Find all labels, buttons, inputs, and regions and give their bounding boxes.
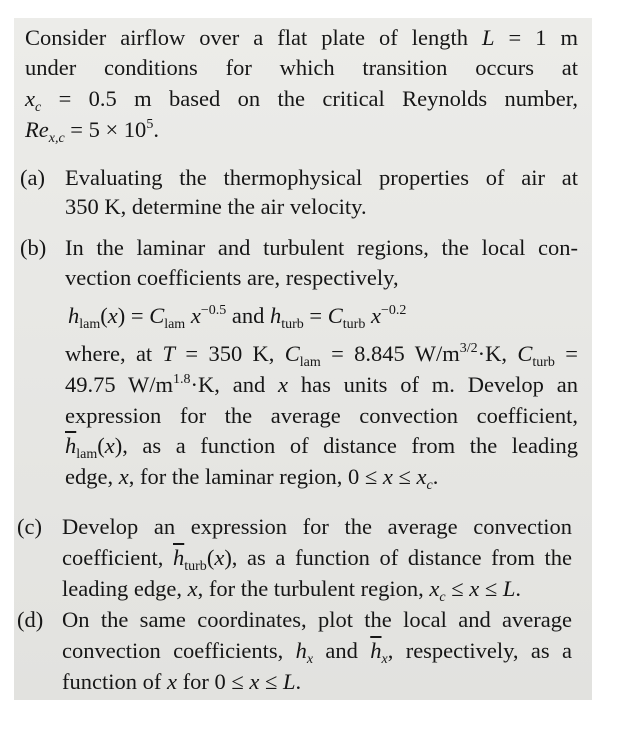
text-run: . [295,669,302,694]
text-run: vection coefficients are, respectively, [65,265,399,290]
math-symbol: x [249,669,260,694]
text-run: 49.75 W/m [65,372,174,397]
formula-line [68,303,548,332]
text-run: ( [206,545,215,570]
text-run: ≤ [392,464,417,489]
math-symbol: C [517,341,533,366]
math-symbol: x [107,303,118,328]
text-run: . [515,576,521,601]
text-run: leading edge, [62,576,188,601]
math-symbol: 1.8 [173,372,191,387]
text-line [65,235,578,261]
math-symbol: L [482,25,495,50]
text-run: has units of m. Develop an [288,372,578,397]
math-symbol: h [295,638,307,663]
math-symbol: x [429,576,440,601]
text-line [65,265,578,291]
textbook-page [14,18,592,700]
text-line [65,403,578,429]
math-symbol: c [426,478,433,493]
part-a-label: (a) [20,165,45,190]
math-symbol: Re [25,117,49,142]
math-symbol: x [187,576,198,601]
math-symbol: x [25,86,35,111]
math-symbol: x [278,372,289,397]
math-symbol: L [502,576,516,601]
text-run: Evaluating the thermophysical properties of air at [65,165,578,190]
math-symbol: x [306,652,314,667]
math-symbol: lam [76,447,98,462]
math-symbol: turb [281,317,304,332]
math-symbol: C [149,303,165,328]
text-run: . [153,117,159,142]
math-symbol: lam [164,317,186,332]
math-symbol: x [370,303,381,328]
text-line [62,545,572,574]
text-line [25,86,578,115]
text-line [25,25,578,51]
math-symbol: lam [299,355,321,370]
text-run: ( [100,303,108,328]
math-symbol: x [104,433,115,458]
text-line [65,165,578,191]
math-symbol: 5 [146,117,154,132]
text-run: ), as a function of distance from the [224,545,572,570]
text-line [62,638,572,667]
math-symbol: turb [532,355,555,370]
text-line [65,341,578,370]
text-run: ) = [117,303,150,328]
text-run: , for the laminar region, 0 ≤ [128,464,383,489]
text-run: ·K, [477,341,518,366]
text-run: ( [97,433,105,458]
text-line [65,372,578,398]
math-symbol: $\overline{h}$ [370,638,382,663]
text-run: ≤ [445,576,470,601]
math-symbol: h [68,303,80,328]
math-symbol: x [381,652,388,667]
text-run: ≤ [259,669,283,694]
math-symbol: x [382,464,393,489]
math-symbol: C [284,341,300,366]
part-c-label: (c) [17,514,42,539]
math-symbol: L [282,669,296,694]
text-run: function of [62,669,167,694]
math-symbol: x [166,669,177,694]
text-run: 350 K, determine the air velocity. [65,194,367,219]
text-line [25,117,578,146]
math-symbol: x,c [48,131,65,146]
text-run: = 1 m [494,25,578,50]
math-symbol: x [416,464,427,489]
part-d-label: (d) [17,607,44,632]
math-symbol: −0.5 [200,303,227,318]
text-run: ), as a function of distance from the leading [114,433,578,458]
text-run: = 5 × 10 [64,117,147,142]
text-run: On the same coordinates, plot the local and average [62,607,572,632]
text-run: convection coefficients, [62,638,296,663]
math-symbol: x [469,576,480,601]
text-line [65,464,578,493]
text-run: = 8.845 W/m [320,341,460,366]
math-symbol: −0.2 [380,303,407,318]
math-symbol: x [214,545,225,570]
math-symbol: x [118,464,129,489]
text-run: = 0.5 m based on the critical Reynolds number, [41,86,578,111]
text-run: ≤ [479,576,503,601]
text-run: Develop an expression for the average convection [62,514,572,539]
text-run: for 0 ≤ [176,669,250,694]
text-run: In the laminar and turbulent regions, the local con- [65,235,578,260]
text-run: under conditions for which transition occurs at [25,55,578,80]
text-run: = 350 K, [175,341,285,366]
text-line [65,194,578,220]
text-line [62,669,572,695]
text-run: ·K, and [190,372,279,397]
math-symbol: c [439,590,446,605]
text-run: = [303,303,328,328]
math-symbol: x [190,303,201,328]
text-run: . [432,464,439,489]
part-b-label: (b) [20,235,47,260]
text-line [62,514,572,540]
math-symbol: $\overline{h}$ [173,545,185,570]
math-symbol: turb [184,559,207,574]
math-symbol: T [162,341,176,366]
text-run: coefficient, [62,545,173,570]
text-run: = [554,341,578,366]
text-run: and [226,303,270,328]
text-run: edge, [65,464,119,489]
text-line [25,55,578,81]
math-symbol: 3/2 [459,341,478,356]
math-symbol: lam [79,317,101,332]
text-line [65,433,578,462]
text-run: and [313,638,371,663]
text-run: , respectively, as a [387,638,572,663]
text-line [62,576,572,605]
math-symbol: turb [342,317,366,332]
math-symbol: c [35,100,42,115]
text-run: where, at [65,341,163,366]
math-symbol: h [269,303,282,328]
text-run: expression for the average convection coefficient, [65,403,578,428]
math-symbol: $\overline{h}$ [65,433,77,458]
text-line [62,607,572,633]
text-run: Consider airflow over a flat plate of length [25,25,482,50]
math-symbol: C [327,303,343,328]
text-run: , for the turbulent region, [197,576,430,601]
